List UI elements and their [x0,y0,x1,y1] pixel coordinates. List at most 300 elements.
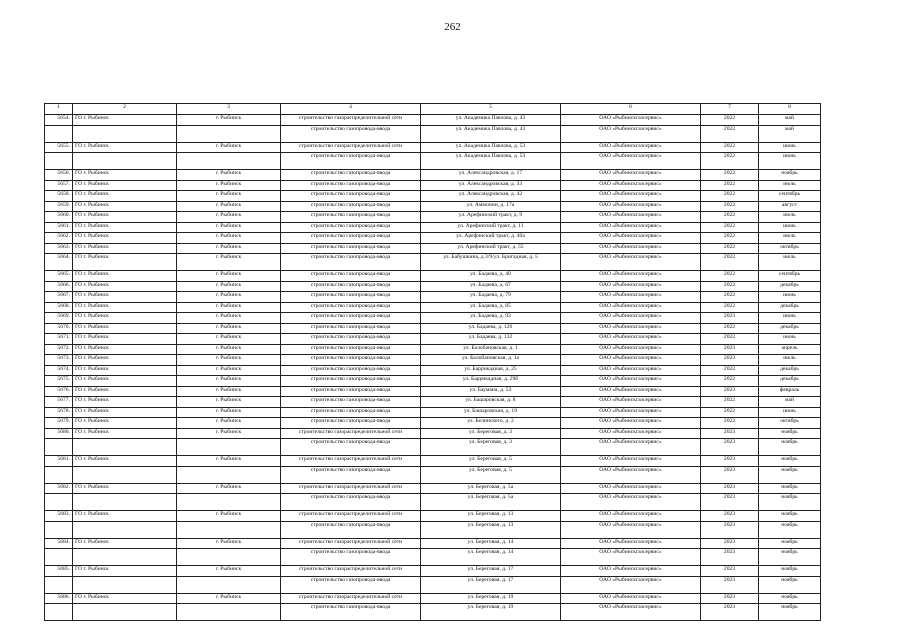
year-cell: 2023 [701,313,759,324]
month-cell: июнь [759,292,821,303]
organization-cell: ОАО «Рыбинскгазсервис» [561,344,701,355]
work-type-cell: строительство газопровода-ввода [281,407,421,418]
month-cell: август [759,201,821,212]
row-number-cell: 5671. [45,334,73,345]
row-number-cell: 5663. [45,243,73,254]
organization-cell: ОАО «Рыбинскгазсервис» [561,201,701,212]
year-cell: 2022 [701,222,759,233]
organization-cell: ОАО «Рыбинскгазсервис» [561,604,701,621]
organization-cell: ОАО «Рыбинскгазсервис» [561,428,701,439]
district-cell: ГО г. Рыбинск [73,323,177,334]
settlement-cell [177,549,281,566]
row-number-cell [45,494,73,511]
table-row [45,538,821,549]
address-cell: ул. Бадаева, д. 67 [421,281,561,292]
row-number-cell: 5657. [45,180,73,191]
address-cell: ул. Арефинский тракт, д. 55 [421,243,561,254]
district-cell: ГО г. Рыбинск [73,386,177,397]
district-cell [73,549,177,566]
row-number-cell: 5655. [45,142,73,153]
year-cell: 2023 [701,439,759,456]
district-cell: ГО г. Рыбинск [73,243,177,254]
address-cell: ул. Арефинский тракт, д. 40а [421,233,561,244]
settlement-cell [177,466,281,483]
table-row [45,334,821,345]
settlement-cell: г. Рыбинск [177,365,281,376]
month-cell: декабрь [759,376,821,387]
work-type-cell: строительство газопровода-ввода [281,466,421,483]
settlement-cell: г. Рыбинск [177,538,281,549]
row-number-cell: 5685. [45,566,73,577]
district-cell: ГО г. Рыбинск [73,142,177,153]
table-row [45,142,821,153]
table-row [45,222,821,233]
organization-cell: ОАО «Рыбинскгазсервис» [561,576,701,593]
settlement-cell: г. Рыбинск [177,456,281,467]
work-type-cell: строительство газораспределительной сети [281,142,421,153]
address-cell: ул. Баррикадная, д. 29б [421,376,561,387]
address-cell: ул. Береговая, д. 3 [421,428,561,439]
table-row [45,355,821,366]
table-row [45,511,821,522]
organization-cell: ОАО «Рыбинскгазсервис» [561,386,701,397]
year-cell: 2022 [701,302,759,313]
table-row [45,201,821,212]
year-cell: 2022 [701,233,759,244]
district-cell: ГО г. Рыбинск [73,344,177,355]
settlement-cell: г. Рыбинск [177,142,281,153]
year-cell: 2023 [701,386,759,397]
work-type-cell: строительство газораспределительной сети [281,593,421,604]
organization-cell: ОАО «Рыбинскгазсервис» [561,407,701,418]
work-type-cell: строительство газопровода-ввода [281,233,421,244]
month-cell: июнь [759,142,821,153]
district-cell: ГО г. Рыбинск [73,271,177,282]
address-cell: ул. Бадаева, д. 126 [421,323,561,334]
row-number-cell: 5681. [45,456,73,467]
settlement-cell: г. Рыбинск [177,292,281,303]
address-cell: ул. Академика Павлова, д. 53 [421,153,561,170]
year-cell: 2023 [701,538,759,549]
organization-cell: ОАО «Рыбинскгазсервис» [561,222,701,233]
settlement-cell: г. Рыбинск [177,281,281,292]
year-cell: 2023 [701,593,759,604]
address-cell: ул. Арефинский тракт, д. 9 [421,212,561,223]
work-type-cell: строительство газопровода-ввода [281,222,421,233]
table-row [45,376,821,387]
district-cell: ГО г. Рыбинск [73,334,177,345]
month-cell: ноябрь [759,439,821,456]
work-type-cell: строительство газопровода-ввода [281,386,421,397]
header-cell: 3 [177,104,281,115]
work-type-cell: строительство газораспределительной сети [281,456,421,467]
year-cell: 2022 [701,365,759,376]
table-row [45,566,821,577]
year-cell: 2022 [701,115,759,126]
settlement-cell: г. Рыбинск [177,428,281,439]
settlement-cell [177,521,281,538]
table-body [45,104,821,621]
month-cell: ноябрь [759,604,821,621]
month-cell: ноябрь [759,538,821,549]
address-cell: ул. Академика Павлова, д. 43 [421,115,561,126]
table-row [45,180,821,191]
row-number-cell: 5675. [45,376,73,387]
district-cell: ГО г. Рыбинск [73,222,177,233]
organization-cell: ОАО «Рыбинскгазсервис» [561,511,701,522]
work-type-cell: строительство газопровода-ввода [281,365,421,376]
organization-cell: ОАО «Рыбинскгазсервис» [561,521,701,538]
month-cell: сентябрь [759,191,821,202]
year-cell: 2022 [701,334,759,345]
header-cell: 5 [421,104,561,115]
address-cell: ул. Башаровская, д. 19 [421,407,561,418]
address-cell: ул. Береговая, д. 14 [421,538,561,549]
organization-cell: ОАО «Рыбинскгазсервис» [561,292,701,303]
address-cell: ул. Балобановская, д. 1 [421,344,561,355]
district-cell [73,439,177,456]
address-cell: ул. Береговая, д. 17 [421,576,561,593]
row-number-cell: 5654. [45,115,73,126]
district-cell: ГО г. Рыбинск [73,313,177,324]
work-type-cell: строительство газопровода-ввода [281,302,421,313]
table-row [45,549,821,566]
district-cell: ГО г. Рыбинск [73,456,177,467]
organization-cell: ОАО «Рыбинскгазсервис» [561,243,701,254]
row-number-cell [45,125,73,142]
address-cell: ул. Береговая, д. 13 [421,521,561,538]
month-cell: ноябрь [759,511,821,522]
work-type-cell: строительство газопровода-ввода [281,604,421,621]
district-cell: ГО г. Рыбинск [73,212,177,223]
address-cell: ул. Балобановская, д. 1а [421,355,561,366]
address-cell: ул. Бадаева, д. 85 [421,302,561,313]
organization-cell: ОАО «Рыбинскгазсервис» [561,466,701,483]
work-type-cell: строительство газопровода-ввода [281,313,421,324]
settlement-cell [177,153,281,170]
district-cell: ГО г. Рыбинск [73,170,177,181]
district-cell: ГО г. Рыбинск [73,483,177,494]
district-cell: ГО г. Рыбинск [73,397,177,408]
organization-cell: ОАО «Рыбинскгазсервис» [561,212,701,223]
year-cell: 2022 [701,418,759,429]
table-row [45,125,821,142]
settlement-cell: г. Рыбинск [177,170,281,181]
address-cell: ул. Александровская, д. 42 [421,191,561,202]
month-cell: ноябрь [759,483,821,494]
settlement-cell: г. Рыбинск [177,115,281,126]
table-row [45,386,821,397]
table-row [45,281,821,292]
table-row [45,604,821,621]
address-cell: ул. Береговая, д. 17 [421,566,561,577]
address-cell: ул. Академика Павлова, д. 43 [421,125,561,142]
year-cell: 2022 [701,243,759,254]
month-cell: май [759,397,821,408]
table-row [45,365,821,376]
address-cell: ул. Аммонии, д. 17а [421,201,561,212]
district-cell: ГО г. Рыбинск [73,538,177,549]
organization-cell: ОАО «Рыбинскгазсервис» [561,494,701,511]
settlement-cell [177,604,281,621]
row-number-cell: 5673. [45,355,73,366]
settlement-cell: г. Рыбинск [177,376,281,387]
work-type-cell: строительство газораспределительной сети [281,483,421,494]
month-cell: ноябрь [759,521,821,538]
organization-cell: ОАО «Рыбинскгазсервис» [561,191,701,202]
table-row [45,439,821,456]
address-cell: ул. Береговая, д. 19 [421,604,561,621]
work-type-cell: строительство газопровода-ввода [281,576,421,593]
address-cell: ул. Баумана, д. 53 [421,386,561,397]
organization-cell: ОАО «Рыбинскгазсервис» [561,233,701,244]
district-cell: ГО г. Рыбинск [73,254,177,271]
row-number-cell: 5667. [45,292,73,303]
year-cell: 2023 [701,466,759,483]
month-cell: май [759,125,821,142]
address-cell: ул. Бадаева, д. 40 [421,271,561,282]
month-cell: февраль [759,386,821,397]
row-number-cell: 5665. [45,271,73,282]
organization-cell: ОАО «Рыбинскгазсервис» [561,456,701,467]
row-number-cell: 5669. [45,313,73,324]
year-cell: 2023 [701,521,759,538]
table-row [45,115,821,126]
address-cell: ул. Береговая, д. 14 [421,549,561,566]
work-type-cell: строительство газораспределительной сети [281,511,421,522]
district-cell: ГО г. Рыбинск [73,355,177,366]
year-cell: 2023 [701,576,759,593]
work-type-cell: строительство газораспределительной сети [281,566,421,577]
year-cell: 2022 [701,376,759,387]
address-cell: ул. Береговая, д. 3 [421,439,561,456]
work-type-cell: строительство газопровода-ввода [281,254,421,271]
document-table-container [44,103,820,621]
settlement-cell: г. Рыбинск [177,271,281,282]
row-number-cell: 5662. [45,233,73,244]
organization-cell: ОАО «Рыбинскгазсервис» [561,593,701,604]
month-cell: апрель [759,344,821,355]
organization-cell: ОАО «Рыбинскгазсервис» [561,254,701,271]
organization-cell: ОАО «Рыбинскгазсервис» [561,313,701,324]
year-cell: 2022 [701,142,759,153]
address-cell: ул. Бадаева, д. 93 [421,313,561,324]
settlement-cell: г. Рыбинск [177,201,281,212]
year-cell: 2022 [701,292,759,303]
district-cell [73,494,177,511]
district-cell [73,576,177,593]
month-cell: июль [759,180,821,191]
header-row [45,104,821,115]
district-cell: ГО г. Рыбинск [73,376,177,387]
header-cell: 8 [759,104,821,115]
row-number-cell: 5674. [45,365,73,376]
work-type-cell: строительство газопровода-ввода [281,153,421,170]
row-number-cell: 5686. [45,593,73,604]
address-cell: ул. Береговая, д. 13 [421,511,561,522]
district-cell: ГО г. Рыбинск [73,407,177,418]
address-cell: ул. Баррикадная, д. 25 [421,365,561,376]
organization-cell: ОАО «Рыбинскгазсервис» [561,418,701,429]
month-cell: декабрь [759,281,821,292]
organization-cell: ОАО «Рыбинскгазсервис» [561,271,701,282]
address-cell: ул. Бабушкина, д.3/9/ул. Бригадная, д. 5 [421,254,561,271]
district-cell [73,466,177,483]
table-row [45,302,821,313]
district-cell: ГО г. Рыбинск [73,180,177,191]
gasification-table [44,103,821,621]
settlement-cell: г. Рыбинск [177,233,281,244]
address-cell: ул. Александровская, д. 17 [421,170,561,181]
settlement-cell: г. Рыбинск [177,566,281,577]
work-type-cell: строительство газопровода-ввода [281,397,421,408]
organization-cell: ОАО «Рыбинскгазсервис» [561,302,701,313]
work-type-cell: строительство газопровода-ввода [281,271,421,282]
month-cell: июнь [759,407,821,418]
row-number-cell: 5664. [45,254,73,271]
address-cell: ул. Бадаева, д. 79 [421,292,561,303]
district-cell [73,521,177,538]
header-cell: 1 [45,104,73,115]
year-cell: 2023 [701,604,759,621]
district-cell: ГО г. Рыбинск [73,115,177,126]
row-number-cell: 5676. [45,386,73,397]
work-type-cell: строительство газораспределительной сети [281,115,421,126]
district-cell: ГО г. Рыбинск [73,281,177,292]
month-cell: октябрь [759,418,821,429]
row-number-cell [45,521,73,538]
month-cell: ноябрь [759,494,821,511]
settlement-cell [177,494,281,511]
settlement-cell: г. Рыбинск [177,302,281,313]
row-number-cell: 5680. [45,428,73,439]
table-row [45,170,821,181]
row-number-cell: 5659. [45,201,73,212]
work-type-cell: строительство газопровода-ввода [281,418,421,429]
district-cell: ГО г. Рыбинск [73,201,177,212]
month-cell: ноябрь [759,566,821,577]
year-cell: 2022 [701,397,759,408]
year-cell: 2022 [701,323,759,334]
row-number-cell: 5661. [45,222,73,233]
month-cell: июнь [759,153,821,170]
district-cell: ГО г. Рыбинск [73,233,177,244]
district-cell [73,153,177,170]
organization-cell: ОАО «Рыбинскгазсервис» [561,365,701,376]
row-number-cell [45,466,73,483]
organization-cell: ОАО «Рыбинскгазсервис» [561,397,701,408]
organization-cell: ОАО «Рыбинскгазсервис» [561,323,701,334]
work-type-cell: строительство газопровода-ввода [281,549,421,566]
district-cell: ГО г. Рыбинск [73,566,177,577]
table-row [45,344,821,355]
work-type-cell: строительство газопровода-ввода [281,243,421,254]
settlement-cell: г. Рыбинск [177,386,281,397]
work-type-cell: строительство газопровода-ввода [281,170,421,181]
organization-cell: ОАО «Рыбинскгазсервис» [561,355,701,366]
row-number-cell: 5683. [45,511,73,522]
organization-cell: ОАО «Рыбинскгазсервис» [561,153,701,170]
month-cell: июль [759,355,821,366]
work-type-cell: строительство газопровода-ввода [281,334,421,345]
address-cell: ул. Береговая, д. 5а [421,494,561,511]
month-cell: май [759,115,821,126]
organization-cell: ОАО «Рыбинскгазсервис» [561,281,701,292]
row-number-cell [45,153,73,170]
organization-cell: ОАО «Рыбинскгазсервис» [561,180,701,191]
district-cell [73,604,177,621]
district-cell: ГО г. Рыбинск [73,418,177,429]
year-cell: 2022 [701,125,759,142]
settlement-cell: г. Рыбинск [177,593,281,604]
district-cell: ГО г. Рыбинск [73,302,177,313]
settlement-cell [177,576,281,593]
organization-cell: ОАО «Рыбинскгазсервис» [561,538,701,549]
year-cell: 2023 [701,549,759,566]
table-row [45,397,821,408]
table-row [45,254,821,271]
district-cell: ГО г. Рыбинск [73,191,177,202]
row-number-cell [45,439,73,456]
month-cell: декабрь [759,302,821,313]
month-cell: октябрь [759,243,821,254]
address-cell: ул. Береговая, д. 19 [421,593,561,604]
work-type-cell: строительство газопровода-ввода [281,521,421,538]
organization-cell: ОАО «Рыбинскгазсервис» [561,115,701,126]
year-cell: 2023 [701,566,759,577]
year-cell: 2023 [701,456,759,467]
month-cell: ноябрь [759,428,821,439]
header-cell: 7 [701,104,759,115]
table-row [45,456,821,467]
settlement-cell: г. Рыбинск [177,334,281,345]
table-row [45,483,821,494]
header-cell: 4 [281,104,421,115]
row-number-cell: 5678. [45,407,73,418]
year-cell: 2023 [701,494,759,511]
year-cell: 2022 [701,212,759,223]
work-type-cell: строительство газопровода-ввода [281,376,421,387]
work-type-cell: строительство газопровода-ввода [281,323,421,334]
month-cell: ноябрь [759,549,821,566]
table-row [45,313,821,324]
settlement-cell: г. Рыбинск [177,397,281,408]
month-cell: ноябрь [759,456,821,467]
organization-cell: ОАО «Рыбинскгазсервис» [561,170,701,181]
district-cell: ГО г. Рыбинск [73,365,177,376]
row-number-cell: 5677. [45,397,73,408]
row-number-cell: 5684. [45,538,73,549]
row-number-cell: 5679. [45,418,73,429]
address-cell: ул. Александровская, д. 33 [421,180,561,191]
organization-cell: ОАО «Рыбинскгазсервис» [561,376,701,387]
settlement-cell: г. Рыбинск [177,243,281,254]
year-cell: 2023 [701,428,759,439]
month-cell: июль [759,254,821,271]
table-row [45,593,821,604]
work-type-cell: строительство газопровода-ввода [281,191,421,202]
settlement-cell: г. Рыбинск [177,511,281,522]
settlement-cell: г. Рыбинск [177,407,281,418]
table-row [45,233,821,244]
settlement-cell: г. Рыбинск [177,344,281,355]
row-number-cell: 5668. [45,302,73,313]
month-cell: декабрь [759,323,821,334]
month-cell: июль [759,233,821,244]
header-cell: 6 [561,104,701,115]
work-type-cell: строительство газопровода-ввода [281,201,421,212]
table-row [45,418,821,429]
